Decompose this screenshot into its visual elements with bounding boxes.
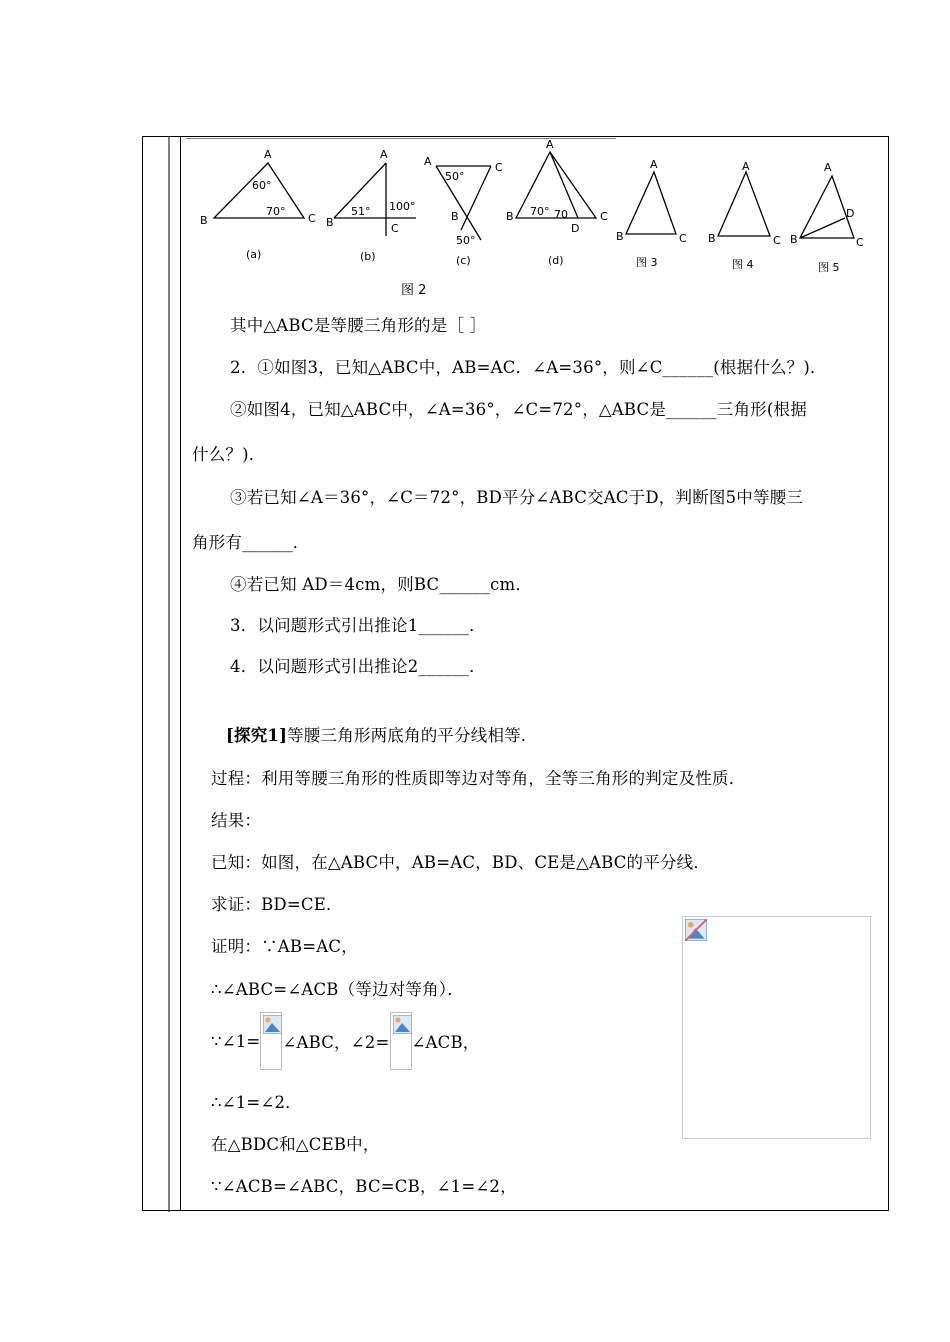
- figure-b: [326, 148, 416, 263]
- proof-line-4: ∴∠1=∠2．: [211, 1093, 302, 1112]
- fraction-image-placeholder: [260, 1012, 282, 1070]
- proof-line-2: ∴∠ABC=∠ACB（等边对等角）．: [211, 980, 464, 999]
- fig-d-label-B: B: [506, 210, 514, 223]
- fig-a-caption: (a): [246, 248, 262, 261]
- broken-image-icon: [263, 1015, 282, 1034]
- fig3-label-C: C: [679, 232, 687, 245]
- question-2-3-line2: 角形有______．: [192, 533, 310, 552]
- fig-c-angle-1: 50°: [445, 170, 465, 183]
- fig-b-label-A: A: [380, 148, 388, 161]
- fig-a-label-B: B: [200, 214, 208, 227]
- fig4-label-C: C: [773, 234, 781, 247]
- question-2-2-line1: ②如图4，已知△ABC中，∠A=36°，∠C=72°，△ABC是______三角形(根据: [230, 400, 807, 419]
- fig-d-label-C: C: [600, 210, 608, 223]
- fig-c-label-A: A: [424, 155, 432, 168]
- figure-4: [708, 160, 781, 271]
- fig-a-label-C: C: [308, 212, 316, 225]
- question-2-1: 2．①如图3，已知△ABC中，AB=AC．∠A=36°，则∠C______(根据什么？)．: [230, 358, 827, 377]
- result-line: 结果：: [211, 811, 262, 830]
- proof3-part-a: ∵∠1=: [211, 1031, 261, 1051]
- figure-c: [424, 155, 503, 267]
- fig-d-angle-B: 70°: [530, 205, 550, 218]
- proof-line-6: ∵∠ACB=∠ABC，BC=CB，∠1=∠2，: [211, 1177, 517, 1196]
- broken-image-icon: [393, 1015, 412, 1034]
- fig5-label-A: A: [824, 161, 832, 174]
- fig-c-angle-2: 50°: [456, 234, 476, 247]
- triangle-figures: [186, 138, 876, 298]
- question-2-4: ④若已知 AD＝4cm，则BC______cm．: [230, 575, 533, 594]
- fig-b-label-C: C: [391, 222, 399, 235]
- figure-group-caption: 图 2: [401, 283, 427, 298]
- column-divider: [143, 137, 181, 1212]
- proof3-part-c: ∠ACB，: [411, 1033, 480, 1052]
- fig-a-label-A: A: [264, 148, 272, 161]
- fig-c-label-C: C: [495, 161, 503, 174]
- fig-b-angle-B: 51°: [351, 205, 371, 218]
- fig3-caption: 图 3: [636, 256, 658, 269]
- figure-d: [506, 138, 608, 267]
- given-line: 已知：如图，在△ABC中，AB=AC，BD、CE是△ABC的平分线．: [211, 853, 711, 872]
- question-1-line: 其中△ABC是等腰三角形的是［ ］: [230, 316, 487, 335]
- fig-a-angle-A: 60°: [252, 179, 272, 192]
- fig-b-caption: (b): [360, 250, 376, 263]
- left-column: [143, 137, 181, 1210]
- figure-3: [616, 158, 687, 269]
- fig4-label-A: A: [742, 160, 750, 173]
- explore-tag: [探究1]: [226, 726, 288, 745]
- fig5-label-C: C: [856, 236, 864, 249]
- fig-d-label-D: D: [571, 222, 580, 235]
- question-2-3-line1: ③若已知∠A＝36°，∠C＝72°，BD平分∠ABC交AC于D，判断图5中等腰三: [230, 488, 804, 507]
- proof3-part-b: ∠ABC，∠2=: [282, 1033, 390, 1052]
- proof-line-1: 证明：∵AB=AC，: [211, 937, 358, 956]
- fig-c-label-B: B: [451, 210, 459, 223]
- figure-a: [200, 148, 316, 261]
- explore-text: 等腰三角形两底角的平分线相等．: [287, 726, 538, 745]
- question-3: 3．以问题形式引出推论1______．: [230, 616, 486, 635]
- question-2-2-line2: 什么？)．: [192, 445, 266, 464]
- broken-image-icon: [685, 919, 707, 941]
- fig5-caption: 图 5: [818, 261, 840, 274]
- figure-5: [790, 161, 864, 274]
- fig-b-angle-C: 100°: [389, 200, 416, 213]
- process-line: 过程：利用等腰三角形的性质即等边对等角，全等三角形的判定及性质．: [211, 769, 746, 788]
- fig-d-angle-D: 70: [554, 208, 568, 221]
- question-4: 4．以问题形式引出推论2______．: [230, 657, 486, 676]
- fig5-label-D: D: [846, 207, 855, 220]
- explore-heading: [226, 722, 538, 746]
- fig-b-label-B: B: [326, 216, 334, 229]
- fig5-label-B: B: [790, 233, 798, 246]
- prove-line: 求证：BD=CE．: [211, 895, 343, 914]
- fraction-image-placeholder: [390, 1012, 412, 1070]
- fig-c-caption: (c): [456, 254, 471, 267]
- fig-d-label-A: A: [546, 138, 554, 151]
- fig-d-caption: (d): [548, 254, 564, 267]
- fig3-label-B: B: [616, 230, 624, 243]
- fig-a-angle-C: 70°: [266, 205, 286, 218]
- proof-line-5: 在△BDC和△CEB中，: [211, 1135, 380, 1154]
- diagram-image-placeholder: [682, 916, 871, 1139]
- fig4-caption: 图 4: [732, 258, 754, 271]
- fig4-label-B: B: [708, 232, 716, 245]
- proof-line-3: [211, 1012, 480, 1070]
- fig3-label-A: A: [650, 158, 658, 171]
